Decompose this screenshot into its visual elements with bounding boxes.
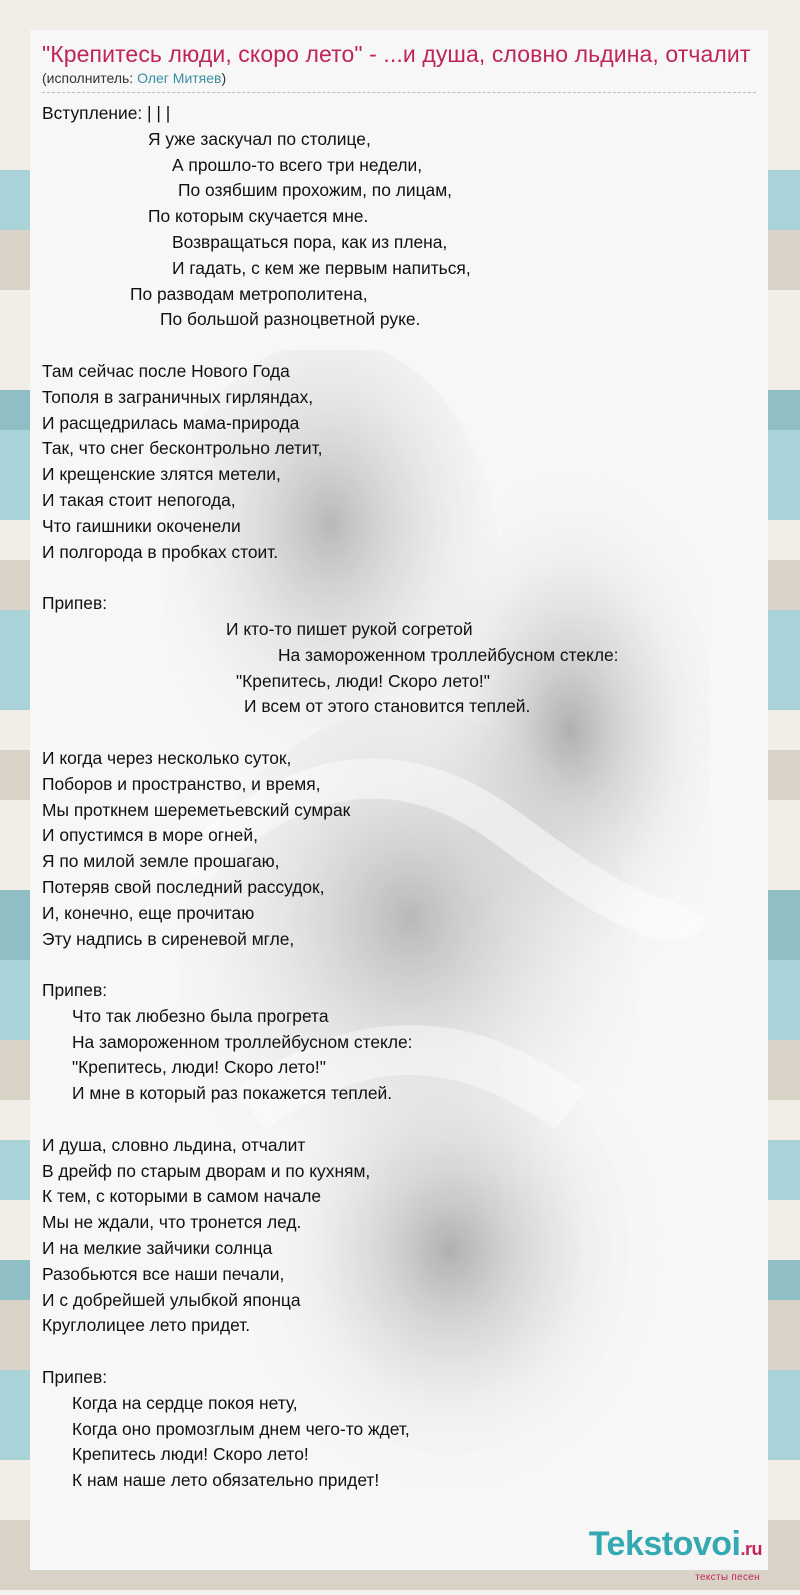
lyrics-body <box>42 101 756 1494</box>
logo-tagline: тексты песен <box>695 1572 760 1583</box>
lyric-line: По озябшим прохожим, по лицам, <box>178 180 452 201</box>
lyric-line: В дрейф по старым дворам и по кухням, <box>42 1160 371 1181</box>
lyric-line: Вступление: | | | <box>42 103 171 123</box>
artist-suffix: ) <box>221 70 227 86</box>
lyric-line: По большой разноцветной руке. <box>160 309 421 330</box>
lyric-line: И, конечно, еще прочитаю <box>42 902 255 923</box>
lyric-line: К тем, с которыми в самом начале <box>42 1186 322 1207</box>
lyric-line: Мы проткнем шереметьевский сумрак <box>42 799 351 820</box>
lyric-line: И опустимся в море огней, <box>42 825 258 846</box>
lyric-line: И с добрейшей улыбкой японца <box>42 1289 301 1310</box>
lyric-line: И душа, словно льдина, отчалит <box>42 1134 306 1155</box>
lyric-line: И полгорода в пробках стоит. <box>42 541 279 562</box>
lyric-line: К нам наше лето обязательно придет! <box>72 1470 380 1491</box>
artist-prefix: (исполнитель: <box>42 70 138 86</box>
lyric-line: Припев: <box>42 593 108 614</box>
lyric-line: И мне в который раз покажется теплей. <box>72 1083 393 1104</box>
lyric-line: На замороженном троллейбусном стекле: <box>278 644 619 665</box>
site-logo[interactable] <box>588 1525 762 1583</box>
song-title: "Крепитесь люди, скоро лето" - ...и душа, словно льдина, отчалит <box>42 41 751 67</box>
lyric-line: А прошло-то всего три недели, <box>172 154 423 175</box>
lyric-line: Что гаишники окоченели <box>42 515 241 536</box>
blank-line <box>42 720 756 746</box>
lyric-line: Что так любезно была прогрета <box>72 1005 329 1026</box>
blank-line <box>42 333 756 359</box>
lyric-line: И гадать, с кем же первым напиться, <box>172 257 471 278</box>
lyric-line: И на мелкие зайчики солнца <box>42 1238 273 1259</box>
lyric-line: Разобьются все наши печали, <box>42 1263 285 1284</box>
lyric-line: Я по милой земле прошагаю, <box>42 851 280 872</box>
lyric-line: На замороженном троллейбусном стекле: <box>72 1031 413 1052</box>
lyric-line: "Крепитесь, люди! Скоро лето!" <box>236 670 490 691</box>
lyric-line: Я уже заскучал по столице, <box>148 128 371 149</box>
lyric-line: Крепитесь люди! Скоро лето! <box>72 1444 309 1465</box>
lyric-line: Мы не ждали, что тронется лед. <box>42 1212 302 1233</box>
lyric-line: Эту надпись в сиреневой мгле, <box>42 928 295 949</box>
lyric-line: "Крепитесь, люди! Скоро лето!" <box>72 1057 326 1078</box>
lyric-line: Там сейчас после Нового Года <box>42 360 290 381</box>
lyric-line: И когда через несколько суток, <box>42 747 292 768</box>
lyric-line: И кто-то пишет рукой согретой <box>226 618 473 639</box>
lyric-line: Когда на сердце покоя нету, <box>72 1392 298 1413</box>
lyric-line: Припев: <box>42 1367 108 1388</box>
lyric-line: Тополя в заграничных гирляндах, <box>42 386 314 407</box>
blank-line <box>42 952 756 978</box>
artist-link[interactable]: Олег Митяев <box>137 70 222 86</box>
blank-line <box>42 565 756 591</box>
lyric-line: И расщедрилась мама-природа <box>42 412 300 433</box>
lyric-line: По разводам метрополитена, <box>130 283 368 304</box>
lyrics-card <box>30 30 768 1570</box>
logo-tld: .ru <box>740 1539 762 1559</box>
blank-line <box>42 1339 756 1365</box>
lyric-line: И крещенские злятся метели, <box>42 464 281 485</box>
lyric-line: По которым скучается мне. <box>148 206 369 227</box>
lyric-line: Возвращаться пора, как из плена, <box>172 231 448 252</box>
lyric-line: Когда оно промозглым днем чего-то ждет, <box>72 1418 410 1439</box>
lyric-line: И такая стоит непогода, <box>42 489 236 510</box>
logo-name: Tekstovoi <box>588 1525 741 1563</box>
lyric-line: Припев: <box>42 980 108 1001</box>
artist-line <box>42 70 756 86</box>
lyric-line: Так, что снег бесконтрольно летит, <box>42 438 323 459</box>
lyric-line: И всем от этого становится теплей. <box>244 696 531 717</box>
lyric-line: Круглолицее лето придет. <box>42 1315 251 1336</box>
blank-line <box>42 1107 756 1133</box>
lyric-line: Потеряв свой последний рассудок, <box>42 876 325 897</box>
lyric-line: Поборов и пространство, и время, <box>42 773 321 794</box>
divider <box>42 92 756 93</box>
